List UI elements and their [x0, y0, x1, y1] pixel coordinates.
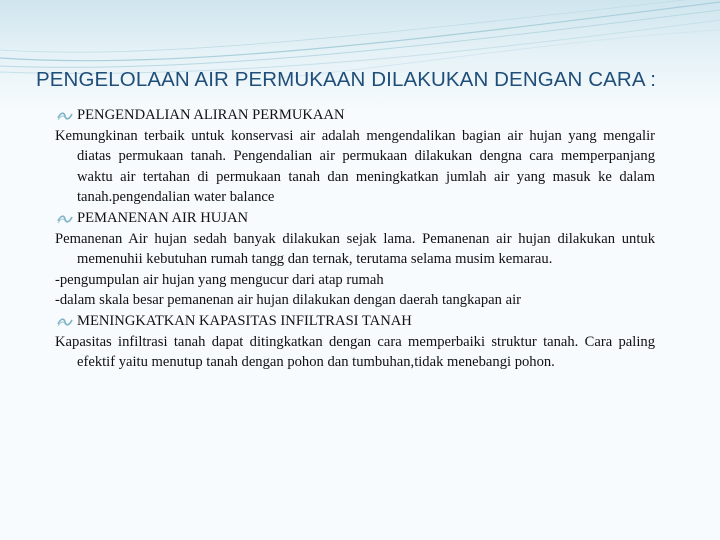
bullet-heading: PENGENDALIAN ALIRAN PERMUKAAN	[77, 107, 345, 123]
paragraph: Kapasitas infiltrasi tanah dapat ditingkatkan dengan cara memperbaiki struktur tanah. Cara paling efektif yaitu menutup tanah dengan pohon dan tumbuhan,tidak menebangi pohon.	[55, 333, 655, 371]
paragraph: Pemanenan Air hujan sedah banyak dilakukan sejak lama. Pemanenan air hujan dilakukan untuk memenuhii kebutuhan rumah tangg dan ternak, terutama selama musim kemarau.	[55, 230, 655, 268]
wave-bullet-icon	[57, 214, 73, 224]
slide-title: PENGELOLAAN AIR PERMUKAAN DILAKUKAN DENGAN CARA :	[36, 68, 657, 91]
bullet-heading: PEMANENAN AIR HUJAN	[77, 209, 249, 226]
dash-line: -dalam skala besar pemanenan air hujan dilakukan dengan daerah tangkapan air	[55, 292, 521, 309]
bullet-heading: MENINGKATKAN KAPASITAS INFILTRASI TANAH	[77, 312, 412, 329]
slide-body	[55, 105, 655, 373]
bullet-item	[55, 208, 655, 229]
bullet-item	[55, 311, 655, 332]
paragraph: Kemungkinan terbaik untuk konservasi air adalah mengendalikan bagian air hujan yang mengalir diatas permukaan tanah. Pengendalian air permukaan dilakukan dengna cara memperpanjang waktu air tertahan di permukaan tanah dan meningkatkan jumlah air yang masuk ke dalam tanah.pengendalian water balance	[55, 127, 655, 206]
dash-line: -pengumpulan air hujan yang mengucur dari atap rumah	[55, 271, 384, 288]
wave-bullet-icon	[57, 317, 73, 327]
wave-bullet-icon	[57, 111, 73, 121]
decorative-swoosh-lines	[0, 0, 720, 110]
bullet-item	[55, 105, 655, 126]
